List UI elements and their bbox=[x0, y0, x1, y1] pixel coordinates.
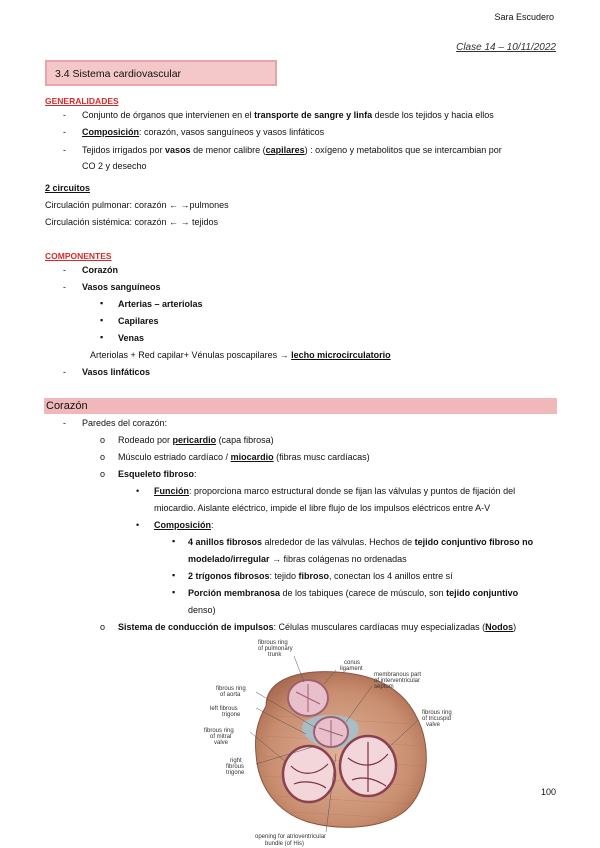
componentes-heading: COMPONENTES bbox=[45, 251, 112, 261]
dot-bullet: • bbox=[136, 520, 140, 530]
dash-bullet: - bbox=[63, 418, 66, 428]
musculo-line: Músculo estriado cardíaco / miocardio (fibras musc cardíacas) bbox=[118, 452, 370, 462]
comp-corazon: Corazón bbox=[82, 265, 118, 275]
label-aorta-1: fibrous ring bbox=[216, 686, 246, 692]
label-mitral-2: of mitral bbox=[210, 734, 232, 740]
label-his-2: bundle (of His) bbox=[265, 841, 305, 847]
label-aorta-2: of aorta bbox=[220, 692, 241, 698]
circle-bullet: o bbox=[100, 622, 106, 632]
label-tricuspid-3: valve bbox=[426, 722, 441, 728]
label-conus-1: conus bbox=[344, 660, 361, 666]
circuitos-heading: 2 circuitos bbox=[45, 183, 91, 193]
class-date: Clase 14 – 10/11/2022 bbox=[456, 42, 556, 53]
porcion-line2: denso) bbox=[188, 605, 216, 615]
gen-item-3: Tejidos irrigados por vasos de menor calibre (capilares) : oxígeno y metabolitos que se intercambian por bbox=[82, 145, 502, 155]
square-bullet: ▪ bbox=[172, 570, 176, 580]
dot-bullet: • bbox=[136, 486, 140, 496]
corazon-band bbox=[44, 398, 557, 414]
label-membranous-2: of interventricular bbox=[374, 678, 421, 684]
generalidades-heading: GENERALIDADES bbox=[45, 96, 119, 106]
square-bullet: ▪ bbox=[100, 298, 104, 308]
label-mitral-1: fibrous ring bbox=[204, 728, 234, 734]
rodeado-line: Rodeado por pericardio (capa fibrosa) bbox=[118, 435, 274, 445]
circulacion-sistemica: Circulación sistémica: corazón ← → tejidos bbox=[45, 217, 219, 227]
circle-bullet: o bbox=[100, 452, 106, 462]
esqueleto-line: Esqueleto fibroso: bbox=[118, 469, 197, 479]
paredes-line: Paredes del corazón: bbox=[82, 418, 168, 428]
gen-item-2: Composición: corazón, vasos sanguíneos y vasos linfáticos bbox=[82, 127, 325, 137]
label-his-1: opening for atrioventricular bbox=[255, 834, 327, 840]
comp-vasos: Vasos sanguíneos bbox=[82, 282, 161, 292]
dash-bullet: - bbox=[63, 127, 66, 137]
square-bullet: ▪ bbox=[100, 332, 104, 342]
author-name: Sara Escudero bbox=[494, 12, 554, 22]
porcion-line: Porción membranosa de los tabiques (carece de músculo, son tejido conjuntivo bbox=[188, 588, 519, 598]
square-bullet: ▪ bbox=[100, 315, 104, 325]
label-right-trigone-1: right bbox=[230, 758, 242, 764]
dash-bullet: - bbox=[63, 145, 66, 155]
page-number: 100 bbox=[541, 787, 557, 797]
comp-sub-venas: Venas bbox=[118, 333, 145, 343]
label-right-trigone-3: trigone bbox=[226, 770, 245, 776]
label-membranous-1: membranous part bbox=[374, 672, 422, 678]
label-pulm-trunk-2: of pulmonary bbox=[258, 646, 293, 652]
section-title: 3.4 Sistema cardiovascular bbox=[55, 68, 182, 80]
label-pulm-trunk-3: trunk bbox=[268, 652, 282, 658]
square-bullet: ▪ bbox=[172, 536, 176, 546]
dash-bullet: - bbox=[63, 110, 66, 120]
comp-sub-arterias: Arterias – arteriolas bbox=[118, 299, 203, 309]
mitral-valve-ring bbox=[283, 746, 335, 802]
trigonos-line: 2 trígonos fibrosos: tejido fibroso, conectan los 4 anillos entre sí bbox=[188, 571, 453, 581]
anillos-line: 4 anillos fibrosos alrededor de las válvulas. Hechos de tejido conjuntivo fibroso no bbox=[188, 537, 534, 547]
label-left-trigone-1: left fibrous bbox=[210, 706, 238, 712]
label-tricuspid-1: fibrous ring bbox=[422, 710, 452, 716]
funcion-line2: miocardio. Aislante eléctrico, impide el libre flujo de los impulsos eléctricos entre A-V bbox=[154, 503, 491, 513]
comp-linfaticos: Vasos linfáticos bbox=[82, 367, 151, 377]
dash-bullet: - bbox=[63, 265, 66, 275]
heart-base-shape bbox=[255, 672, 426, 828]
label-mitral-3: valve bbox=[214, 740, 229, 746]
sistema-line: Sistema de conducción de impulsos: Células musculares cardíacas muy especializadas (Nodos) bbox=[118, 622, 517, 632]
label-pulm-trunk-1: fibrous ring bbox=[258, 640, 288, 646]
composicion-line: Composición: bbox=[154, 520, 214, 530]
square-bullet: ▪ bbox=[172, 587, 176, 597]
label-conus-2: ligament bbox=[340, 666, 363, 672]
dash-bullet: - bbox=[63, 282, 66, 292]
gen-item-3-line2: CO 2 y desecho bbox=[82, 161, 147, 171]
label-tricuspid-2: of tricuspid bbox=[422, 716, 452, 722]
lecho-line: Arteriolas + Red capilar+ Vénulas poscapilares → lecho microcirculatorio bbox=[90, 350, 391, 360]
anillos-line2: modelado/irregular → fibras colágenas no ordenadas bbox=[188, 554, 407, 564]
gen-item-1: Conjunto de órganos que intervienen en el transporte de sangre y linfa desde los tejidos y hacia ellos bbox=[82, 110, 494, 120]
label-right-trigone-2: fibrous bbox=[226, 764, 245, 770]
label-left-trigone-2: trigone bbox=[222, 712, 241, 718]
dash-bullet: - bbox=[63, 367, 66, 377]
label-membranous-3: septum bbox=[374, 684, 394, 690]
comp-sub-capilares: Capilares bbox=[118, 316, 159, 326]
funcion-line: Función: proporciona marco estructural donde se fijan las válvulas y puntos de fijación del bbox=[154, 486, 516, 496]
circle-bullet: o bbox=[100, 435, 106, 445]
circulacion-pulmonar: Circulación pulmonar: corazón ← →pulmones bbox=[45, 200, 229, 210]
fibrous-skeleton-figure bbox=[196, 636, 476, 832]
corazon-title: Corazón bbox=[46, 400, 88, 412]
circle-bullet: o bbox=[100, 469, 106, 479]
